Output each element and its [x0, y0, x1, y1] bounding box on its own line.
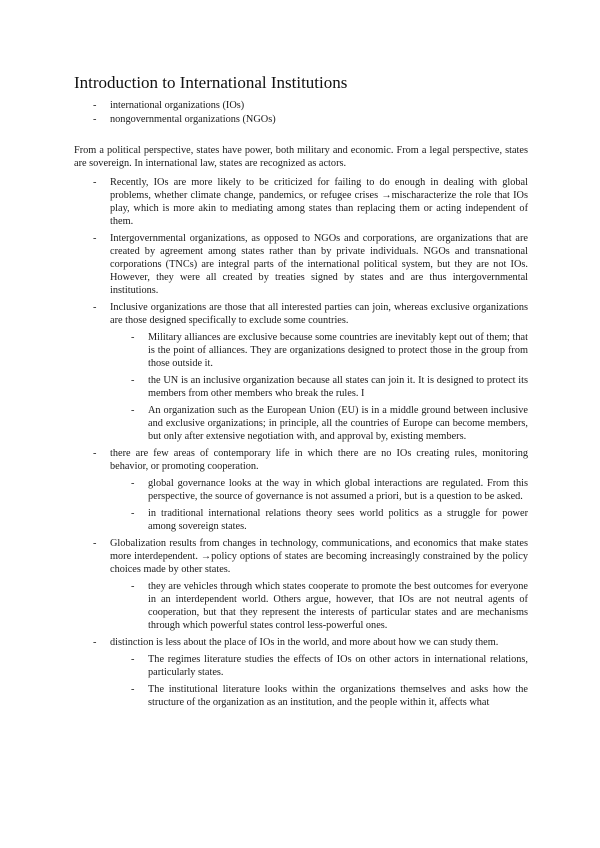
- sub-bullet-list: [110, 580, 528, 632]
- list-item: [110, 301, 528, 443]
- sub-list-item: - The regimes literature studies the effects of IOs on other actors in international relations, particularly states.: [148, 653, 528, 679]
- list-item: - international organizations (IOs): [110, 99, 530, 112]
- top-bullet-list: [110, 99, 530, 127]
- sub-list-item: - Military alliances are exclusive because some countries are inevitably kept out of them; that is the point of alliances. They are organizations designed to protect those in the group from those outside it.: [148, 331, 528, 370]
- intro-paragraph: From a political perspective, states have power, both military and economic. From a legal perspective, states are sovereign. In international law, states are recognized as actors.: [74, 145, 528, 169]
- sub-list-item: - they are vehicles through which states cooperate to promote the best outcomes for everyone in an interdependent world. Others argue, however, that IOs are not neutral agents of cooperation, but that they represent the interests of particular states and are mechanisms through which powerful states control less-powerful ones.: [148, 580, 528, 632]
- bullet-text: Inclusive organizations are those that all interested parties can join, whereas exclusive organizations are those designed specifically to exclude some countries.: [110, 302, 528, 326]
- sub-bullet-list: [110, 331, 528, 443]
- main-bullet-list: [110, 176, 528, 713]
- sub-list-item: - the UN is an inclusive organization because all states can join it. It is designed to protect its members from other members who break the rules. I: [148, 374, 528, 400]
- page-title: Introduction to International Institutions: [74, 73, 348, 92]
- list-item: [110, 232, 528, 297]
- sub-list-item: - global governance looks at the way in which global interactions are regulated. From this perspective, the source of governance is not assumed a priori, but is a question to be asked.: [148, 477, 528, 503]
- bullet-text: distinction is less about the place of IOs in the world, and more about how we can study them.: [110, 637, 499, 648]
- list-item: - nongovernmental organizations (NGOs): [110, 113, 530, 126]
- list-item: [110, 176, 528, 228]
- bullet-text: Globalization results from changes in technology, communications, and economics that make states more interdependent. →policy options of states are becoming increasingly constrained by the policy choices made by other states.: [110, 538, 528, 575]
- list-item: [110, 447, 528, 533]
- bullet-text: Intergovernmental organizations, as opposed to NGOs and corporations, are organizations that are created by agreement among states rather than by private individuals. NGOs and transnational corporations (TNCs) are integral parts of the international political system, but they are not IOs. However, they were all created by treaties signed by states and are thus intergovernmental institutions.: [110, 233, 528, 296]
- bullet-text: Recently, IOs are more likely to be criticized for failing to do enough in dealing with global problems, whether climate change, pandemics, or refugee crises →mischaracterize the role that IOs play, which is more akin to mediating among states than replacing them or acting independent of them.: [110, 177, 528, 227]
- sub-list-item: - An organization such as the European Union (EU) is in a middle ground between inclusive and exclusive organizations; in principle, all the countries of Europe can become members, but only after extensive negotiation with, and approval by, existing members.: [148, 404, 528, 443]
- sub-list-item: - The institutional literature looks within the organizations themselves and asks how the structure of the organization as an institution, and the people within it, affects what: [148, 683, 528, 709]
- list-item: [110, 537, 528, 632]
- bullet-text: there are few areas of contemporary life in which there are no IOs creating rules, monitoring behavior, or promoting cooperation.: [110, 448, 528, 472]
- list-item: [110, 636, 528, 709]
- sub-bullet-list: [110, 477, 528, 533]
- sub-bullet-list: [110, 653, 528, 709]
- sub-list-item: - in traditional international relations theory sees world politics as a struggle for power among sovereign states.: [148, 507, 528, 533]
